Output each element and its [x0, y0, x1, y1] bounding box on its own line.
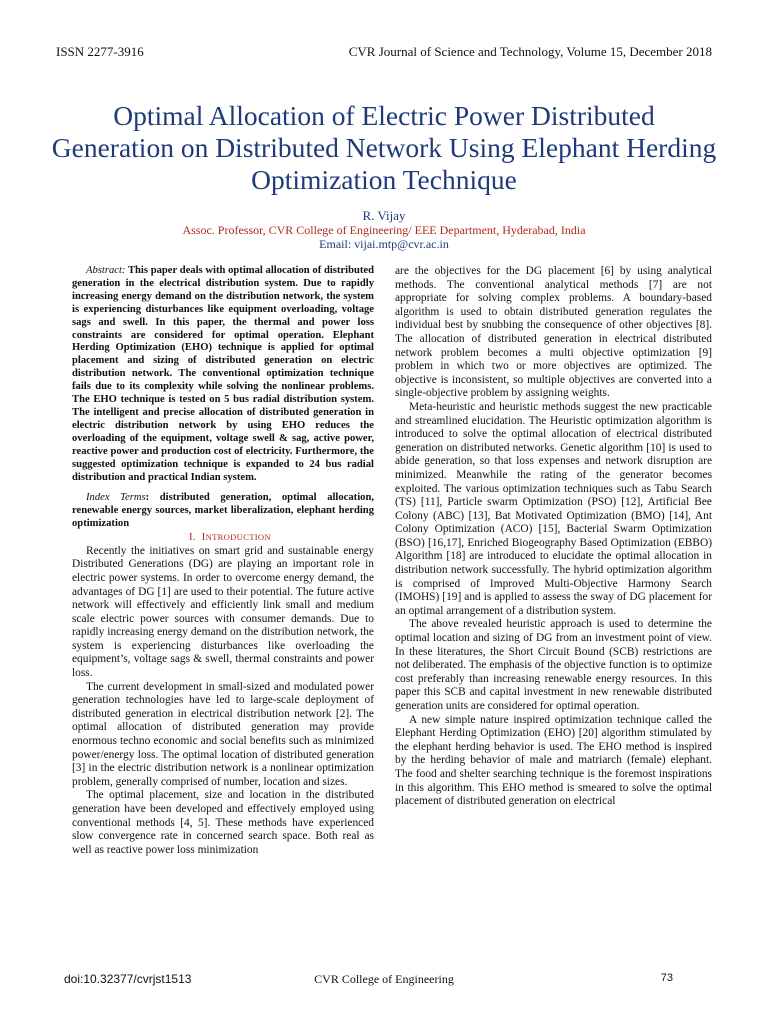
footer-doi: doi:10.32377/cvrjst1513 [64, 972, 192, 986]
left-column [72, 265, 374, 857]
footer-publisher: CVR College of Engineering [314, 972, 454, 986]
body-paragraph: Meta-heuristic and heuristic methods suggest the new practicable and streamlined elucidation. The Heuristic optimization algorithm is introduced to solve the optimal allocation of electrical distributed generation on distributed networks. Genetic algorithm [10] is used to abide generation, so that loss expenses and network disruption are minimized. Meanwhile the rating of the generator becomes exploited. The various optimization techniques such as Tabu Search (TS) [11], Particle swarm Optimization (PSO) [12], Artificial Bee Colony (ABC) [13], Bat Motivated Optimization (BMO) [14], Ant Colony Optimization (ACO) [15], Bacterial Swarm Optimization (BSO) [16,17], Enriched Biogeography Based Optimization (EBBO) Algorithm [18] are introduced to elucidate the optimal allocation in distribution network successfully. The hybrid optimization algorithm is comprised of Improved Multi-Objective Harmony Search (IMOHS) [19] and is applied to assess the sway of DG placement for an optimal arrangement of a distribution system. [395, 400, 712, 617]
section-heading [72, 531, 374, 545]
page-number: 73 [660, 972, 673, 984]
index-terms-lead: Index Terms [86, 492, 146, 504]
header-issn: ISSN 2277-3916 [56, 44, 144, 59]
index-terms: Index Terms: distributed generation, optimal allocation, renewable energy sources, market liberalization, elephant herding optimization [72, 492, 374, 530]
abstract [72, 265, 374, 484]
body-paragraph: A new simple nature inspired optimization technique called the Elephant Herding Optimization (EHO) [20] algorithm stimulated by the elephant herding behavior is used. The EHO method is inspired by the herding behavior of male and matriarch (female) elephant. The food and shelter searching technique is the foremost inspirations in this algorithm. This EHO method is smeared to solve the optimal placement of distributed generation on electrical [395, 713, 712, 808]
body-paragraph: Recently the initiatives on smart grid and sustainable energy Distributed Generations (DG) are playing an important role in electric power systems. In order to overcome energy demand, the advantages of DG [1] are used to their potential. The future active network will effectively and efficiently link small and medium scale electric power sources with consumer demands. Due to rapidly increasing energy demand on the distribution network, the system is experiencing disturbances like overloading the equipment’s, voltage sags & swell, thermal constraints and power loss. [72, 544, 374, 680]
section-number: I. [189, 532, 196, 544]
paper-affiliation: Assoc. Professor, CVR College of Engineering/ EEE Department, Hyderabad, India [182, 223, 586, 237]
body-paragraph: The above revealed heuristic approach is used to determine the optimal location and sizing of DG from an investment point of view. In these literatures, the Short Circuit Bound (SCB) restrictions are not deliberated. The emphasis of the objective function is to optimize cost preferably than increasing renewable energy resources. In this paper this SCB and capital investment in new renewable distributed generation units are considered for optimal operation. [395, 618, 712, 712]
abstract-text: This paper deals with optimal allocation of distributed generation in the electrical distribution system. Due to rapidly increasing energy demand on the distribution network, the system is experiencing disturbances like equipment overloading, voltage sags and swell. In this paper, the thermal and power loss constraints are considered for optimal operation. Elephant Herding Optimization (EHO) technique is applied for optimal placement and sizing of distributed generation on electric distribution network. The conventional optimization technique fails due to its complexity while solving the nonlinear problems. The EHO technique is tested on 5 bus radial distribution system. The intelligent and precise allocation of distributed generation in electric distribution network by using EHO reduces the overloading of the equipment, voltage swell & sag, active power, reactive power and production cost of electricity. Furthermore, the suggested optimization technique is expanded to 24 bus radial distribution and practical Indian system. [72, 265, 374, 483]
paper-title: Optimal Allocation of Electric Power Distributed Generation on Distributed Network Using Elephant Herding Optimization Technique [51, 100, 717, 195]
section-first-letter: I [201, 532, 206, 544]
right-column [395, 265, 712, 809]
body-paragraph: The current development in small-sized and modulated power generation technologies have led to large-scale deployment of distributed generation in electrical distribution network [2]. The optimal allocation of distributed generation may provide enormous techno economic and social benefits such as minimized power/energy loss. The optimal location of distributed generation [3] in the electric distribution network is a nonlinear optimization problem, generally comprised of number, location and sizes. [72, 680, 374, 788]
body-paragraph: The optimal placement, size and location in the distributed generation have been developed and effectively employed using conventional methods [4, 5]. These methods have experienced slow convergence rate in concerned search space. Both real as well as reactive power loss minimization [72, 789, 374, 856]
index-terms-text: distributed generation, optimal allocation, renewable energy sources, market liberalization, elephant herding optimization [72, 492, 374, 530]
header-journal: CVR Journal of Science and Technology, Volume 15, December 2018 [348, 44, 712, 59]
paper-email: Email: vijai.mtp@cvr.ac.in [319, 237, 449, 251]
abstract-lead: Abstract: [86, 265, 126, 276]
body-paragraph: are the objectives for the DG placement [6] by using analytical methods. The conventional analytical methods [7] are not appropriate for solving complex problems. A boundary-based algorithm is used to obtain distributed generation regulates the individual best by snubbing the consequence of other objectives [8]. The allocation of distributed generation in electrical distributed network problem becomes a multi objective optimization [9] problem in which two or more objectives are optimized. The objective is inconsistent, so multiple objectives are converted into a single-objective problem by assigning weights. [395, 265, 712, 400]
section-rest: NTRODUCTION [205, 532, 271, 543]
paper-author: R. Vijay [362, 208, 406, 223]
